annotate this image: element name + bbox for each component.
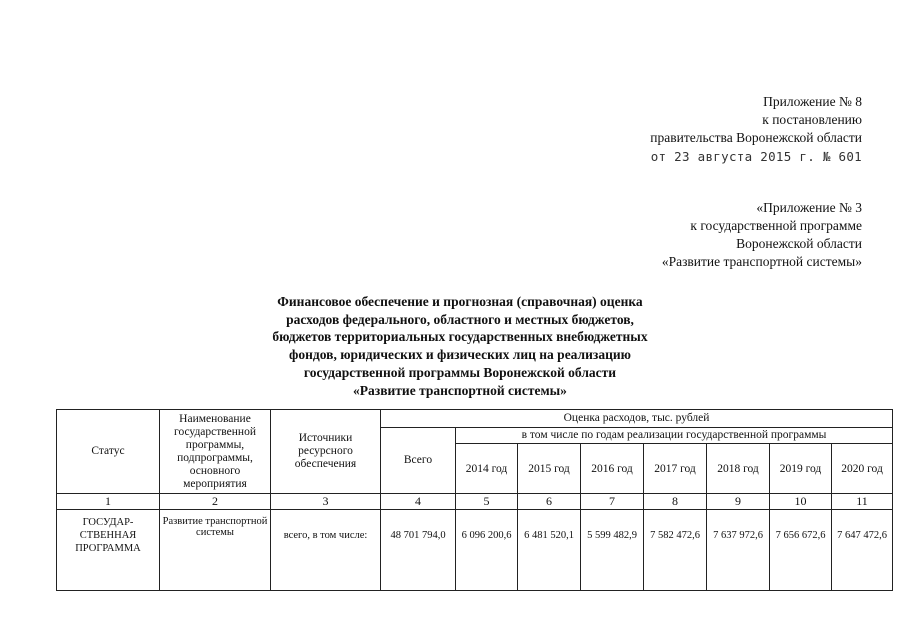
- column-number: 6: [518, 494, 581, 510]
- column-number: 4: [381, 494, 456, 510]
- title-line: государственной программы Воронежской области: [303, 364, 617, 380]
- title-line: Финансовое обеспечение и прогнозная (справочная) оценка: [277, 294, 643, 309]
- row-value-2017: 7 582 472,6: [644, 510, 707, 591]
- table-header-row: [57, 410, 893, 428]
- header-year: 2016 год: [581, 444, 644, 494]
- column-number: 3: [271, 494, 381, 510]
- header-name: Наименование государственной программы, подпрограммы, основного мероприятия: [160, 410, 271, 494]
- row-value-2018: 7 637 972,6: [707, 510, 770, 591]
- column-number: 5: [456, 494, 518, 510]
- row-total: 48 701 794,0: [381, 510, 456, 591]
- header-source: Источники ресурсного обеспечения: [271, 410, 381, 494]
- column-number: 11: [832, 494, 893, 510]
- column-number-row: [57, 494, 893, 510]
- column-number: 10: [770, 494, 832, 510]
- header-year: 2014 год: [456, 444, 518, 494]
- row-value-2016: 5 599 482,9: [581, 510, 644, 591]
- header-estimate: Оценка расходов, тыс. рублей: [381, 410, 893, 428]
- row-value-2014: 6 096 200,6: [456, 510, 518, 591]
- title-line: «Развитие транспортной системы»: [353, 382, 567, 398]
- appendix-3-block: [662, 199, 862, 271]
- appendix-3-reference: к государственной программе: [690, 218, 862, 233]
- finance-table: [56, 409, 893, 591]
- appendix-3-program-name: «Развитие транспортной системы»: [661, 254, 862, 269]
- header-year: 2015 год: [518, 444, 581, 494]
- appendix-8-title: Приложение № 8: [763, 94, 862, 109]
- header-year: 2020 год: [832, 444, 893, 494]
- appendix-8-reference: к постановлению: [762, 112, 862, 127]
- header-year: 2018 год: [707, 444, 770, 494]
- title-line: бюджетов территориальных государственных внебюджетных: [272, 329, 648, 345]
- row-name: Развитие транспортной системы: [160, 510, 271, 591]
- table-row: [57, 510, 893, 591]
- column-number: 7: [581, 494, 644, 510]
- column-number: 8: [644, 494, 707, 510]
- column-number: 9: [707, 494, 770, 510]
- title-line: фондов, юридических и физических лиц на реализацию: [289, 347, 631, 363]
- header-year: 2019 год: [770, 444, 832, 494]
- row-value-2019: 7 656 672,6: [770, 510, 832, 591]
- appendix-8-authority: правительства Воронежской области: [650, 130, 862, 145]
- column-number: 2: [160, 494, 271, 510]
- appendix-8-block: [650, 93, 862, 166]
- appendix-3-title: «Приложение № 3: [756, 200, 862, 215]
- document-title: [200, 293, 720, 399]
- header-year: 2017 год: [644, 444, 707, 494]
- header-by-years: в том числе по годам реализации государственной программы: [456, 428, 893, 444]
- title-line: расходов федерального, областного и местных бюджетов,: [286, 311, 634, 327]
- header-total: Всего: [381, 428, 456, 494]
- appendix-3-region: Воронежской области: [736, 236, 862, 251]
- header-status: Статус: [57, 410, 160, 494]
- row-value-2015: 6 481 520,1: [518, 510, 581, 591]
- row-value-2020: 7 647 472,6: [832, 510, 893, 591]
- row-status: ГОСУДАР-СТВЕННАЯ ПРОГРАММА: [57, 510, 160, 591]
- appendix-8-date-number: от 23 августа 2015 г. № 601: [650, 149, 862, 164]
- column-number: 1: [57, 494, 160, 510]
- row-source: всего, в том числе:: [271, 510, 381, 591]
